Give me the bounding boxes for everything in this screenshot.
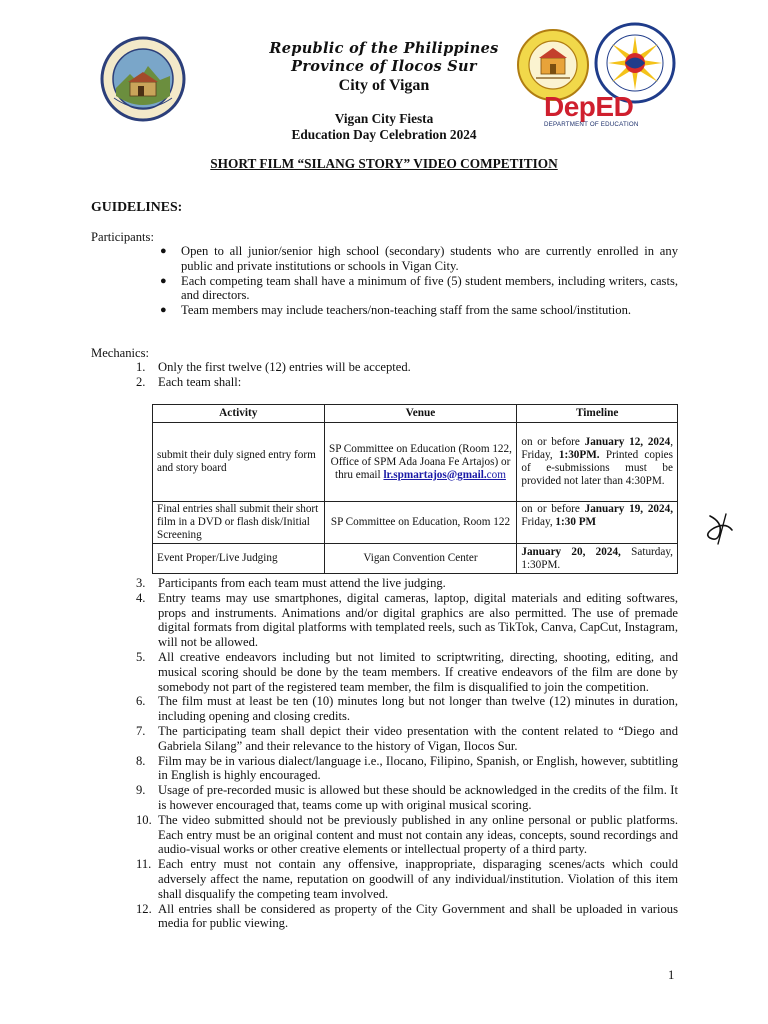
mechanics-list-top bbox=[136, 360, 678, 390]
table-cell: January 20, 2024, Saturday, 1:30PM. bbox=[517, 544, 678, 574]
deped-subtitle: DEPARTMENT OF EDUCATION bbox=[544, 121, 639, 128]
list-item: 1. Only the first twelve (12) entries will be accepted. bbox=[136, 360, 411, 374]
mechanics-label: Mechanics: bbox=[91, 346, 150, 360]
list-item: ● Team members may include teachers/non-teaching staff from the same school/institution. bbox=[160, 303, 632, 318]
list-item: 4. Entry teams may use smartphones, digital cameras, laptop, digital materials and editing softwares, props and instruments. Animations and/or digital graphics are also permitted. The use of premade digital formats from digital platforms with templated reels, such as TikTok, Canva, CapCut, Instagram, will not be allowed. bbox=[136, 590, 678, 650]
page-number: 1 bbox=[668, 968, 675, 982]
deped-wordmark: DepED bbox=[544, 91, 634, 122]
table-header-row bbox=[153, 405, 678, 423]
table-cell: on or before January 19, 2024, Friday, 1:30 PM bbox=[517, 502, 678, 544]
list-item: 11. Each entry must not contain any offensive, inappropriate, disparaging scenes/acts which could adversely affect the name, reputation on goodwill of any individual/institution. Violation of this item shall disqualify the competing team involved. bbox=[136, 857, 678, 901]
schedule-table bbox=[152, 404, 678, 574]
mechanics-list-rest bbox=[136, 576, 678, 931]
column-header: Activity bbox=[153, 405, 325, 423]
list-item: 6. The film must at least be ten (10) minutes long but not longer than twelve (12) minutes in duration, including opening and closing credits. bbox=[136, 694, 678, 724]
list-item: 5. All creative endeavors including but not limited to scriptwriting, directing, shooting, editing, and musical scoring should be done by the team members. If creative endeavors of the film are done by somebody not part of the registered team member, the film is disqualified to join the competition. bbox=[136, 649, 678, 694]
list-item: 8. Film may be in various dialect/language i.e., Ilocano, Filipino, Spanish, or English, however, subtitling in English is highly encouraged. bbox=[136, 753, 678, 783]
column-header: Venue bbox=[324, 405, 517, 423]
handwritten-initial bbox=[700, 508, 740, 548]
table-row bbox=[153, 423, 678, 502]
list-item: 10. The video submitted should not be previously published in any online personal or public platforms. Each entry must be an original content and must not contain any ideas, concepts, sound recordings and audio-visual works or other creative elements or intellectual property of a third party. bbox=[136, 812, 678, 857]
participants-label: Participants: bbox=[91, 230, 154, 244]
list-item: 3. Participants from each team must attend the live judging. bbox=[136, 576, 446, 590]
list-item: 9. Usage of pre-recorded music is allowed but these should be acknowledged in the credits of the film. It is however encouraged that, teams come up with original musical scoring. bbox=[136, 783, 678, 812]
header-province: Province of Ilocos Sur bbox=[291, 58, 477, 75]
email-link[interactable]: lr.spmartajos@gmail. bbox=[383, 468, 487, 481]
header-city: City of Vigan bbox=[338, 77, 430, 94]
list-item: 7. The participating team shall depict their video presentation with the content related to “Diego and Gabriela Silang” and their relevance to the history of Vigan, Ilocos Sur. bbox=[136, 723, 678, 753]
table-cell: Event Proper/Live Judging bbox=[153, 544, 325, 574]
guidelines-heading: GUIDELINES: bbox=[91, 199, 183, 214]
event-name: Vigan City Fiesta bbox=[334, 111, 434, 126]
table-cell: SP Committee on Education, Room 122 bbox=[324, 502, 517, 544]
participants-list bbox=[160, 244, 678, 318]
table-cell: Final entries shall submit their short film in a DVD or flash disk/Initial Screening bbox=[153, 502, 325, 544]
table-cell: Vigan Convention Center bbox=[324, 544, 517, 574]
list-item: 12. All entries shall be considered as property of the City Government and shall be uploaded in various media for public viewing. bbox=[136, 901, 678, 931]
header-republic: Republic of the Philippines bbox=[269, 40, 499, 57]
column-header: Timeline bbox=[517, 405, 678, 423]
email-link-tail[interactable]: com bbox=[486, 468, 506, 481]
list-item: ● Each competing team shall have a minimum of five (5) student members, including writers, casts, and directors. bbox=[160, 273, 678, 303]
table-row bbox=[153, 544, 678, 574]
table-cell: on or before January 12, 2024, Friday, 1:30PM. Printed copies of e-submissions must be provided not later than 4:30PM. bbox=[517, 423, 678, 502]
table-cell: submit their duly signed entry form and story board bbox=[153, 423, 325, 502]
table-cell: SP Committee on Education (Room 122, Office of SPM Ada Joana Fe Artajos) or thru email lr.spmartajos@gmail.com bbox=[324, 423, 517, 502]
event-subtitle: Education Day Celebration 2024 bbox=[291, 127, 477, 142]
list-item: 2. Each team shall: bbox=[136, 374, 242, 389]
document-title: SHORT FILM “SILANG STORY” VIDEO COMPETITION bbox=[210, 156, 558, 171]
list-item: ● Open to all junior/senior high school (secondary) students who are currently enrolled in any public and private institutions or schools in Vigan City. bbox=[160, 244, 678, 273]
table-row bbox=[153, 502, 678, 544]
